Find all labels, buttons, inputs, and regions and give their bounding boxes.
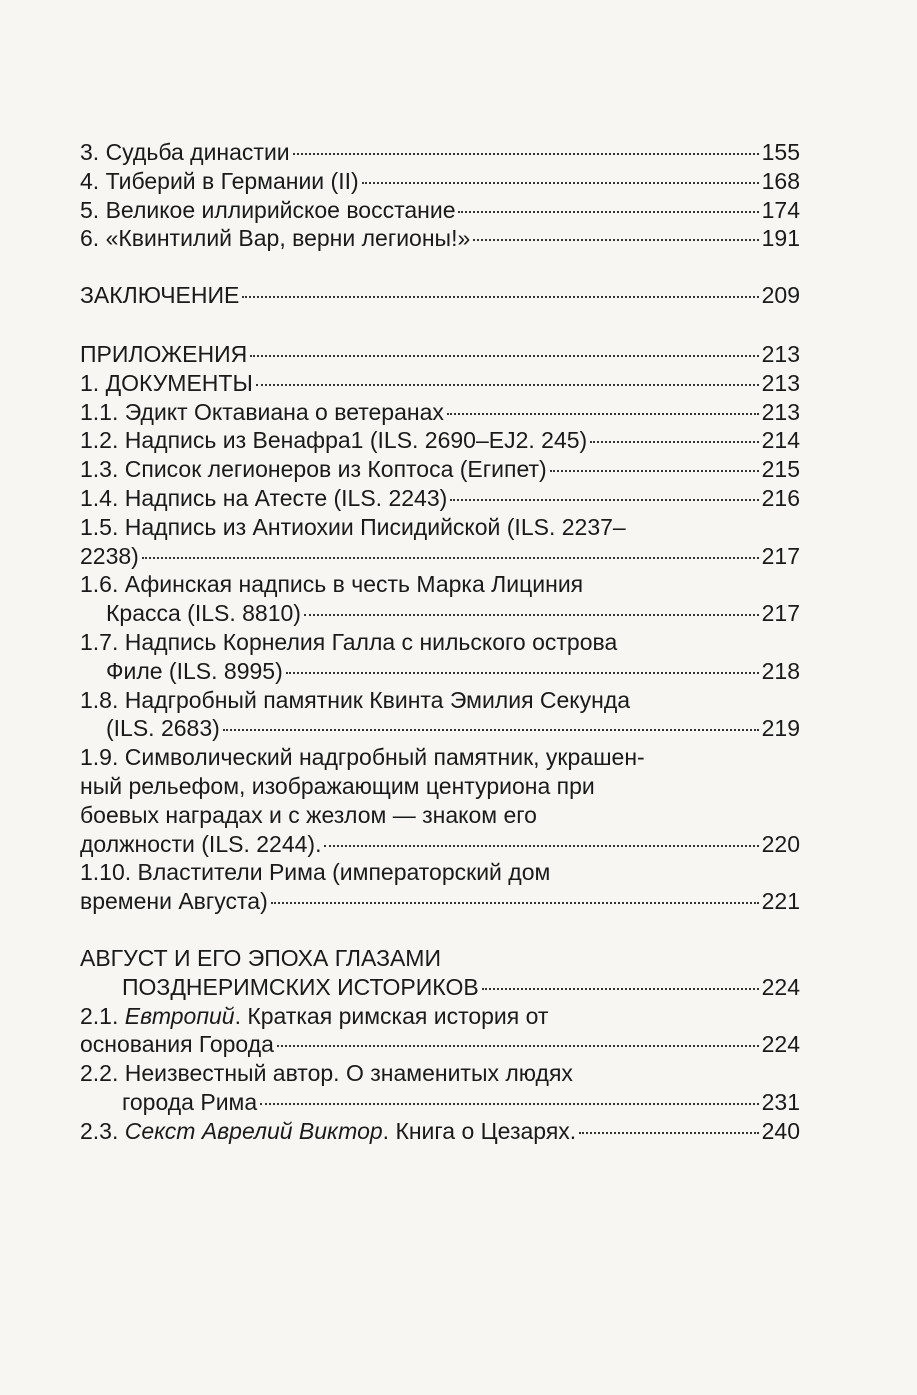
page-number: 155 [761, 139, 800, 165]
entry-title-line [80, 1117, 576, 1146]
leader-dots [250, 355, 758, 357]
page-number: 224 [761, 1031, 800, 1058]
entry-title: 3. Судьба династии [80, 139, 290, 165]
toc-entry-1-6[interactable] [80, 570, 800, 628]
table-of-contents [80, 138, 800, 1146]
leader-dots [242, 296, 758, 298]
entry-title: ПРИЛОЖЕНИЯ [80, 340, 248, 367]
toc-entry-1-7[interactable] [80, 628, 800, 686]
leader-dots [293, 153, 759, 155]
page-number: 217 [761, 600, 800, 627]
entry-title-line: основания Города [80, 1031, 274, 1058]
entry-title-line: 1.5. Надпись из Антиохии Писидийской (ILS. 2237– [80, 513, 626, 540]
entry-title-line: ПОЗДНЕРИМСКИХ ИСТОРИКОВ [122, 973, 479, 1000]
entry-title-line: должности (ILS. 2244). [80, 830, 322, 857]
page-number: 213 [761, 340, 800, 367]
leader-dots [260, 1103, 758, 1105]
page-number: 191 [761, 225, 800, 252]
leader-dots [450, 499, 758, 501]
entry-title-line: (ILS. 2683) [106, 715, 220, 742]
page-number: 220 [761, 830, 800, 857]
entry-title-line: 1.9. Символический надгробный памятник, украшен- [80, 744, 645, 771]
toc-entry-1-1[interactable] [80, 398, 800, 427]
leader-dots [458, 211, 758, 213]
entry-number: 2.3. [80, 1117, 119, 1144]
leader-dots [223, 729, 759, 731]
entry-title-line: 1.8. Надгробный памятник Квинта Эмилия Секунда [80, 686, 631, 713]
leader-dots [142, 557, 759, 559]
entry-title: 6. «Квинтилий Вар, верни легионы!» [80, 225, 471, 252]
toc-entry-1-8[interactable] [80, 686, 800, 744]
entry-title: 1.3. Список легионеров из Коптоса (Египет) [80, 456, 547, 483]
entry-title-line: 2.2. Неизвестный автор. О знаменитых людях [80, 1060, 573, 1087]
entry-title: 4. Тиберий в Германии (II) [80, 167, 359, 194]
leader-dots [447, 413, 759, 415]
page-number: 217 [761, 542, 800, 569]
leader-dots [362, 182, 759, 184]
toc-entry-ch5[interactable] [80, 196, 800, 225]
entry-title-line: 1.6. Афинская надпись в честь Марка Лициния [80, 571, 584, 598]
toc-entry-documents[interactable] [80, 369, 800, 398]
entry-title: 1.1. Эдикт Октавиана о ветеранах [80, 398, 444, 425]
toc-entry-2-2[interactable] [80, 1059, 800, 1117]
entry-title-line: АВГУСТ И ЕГО ЭПОХА ГЛАЗАМИ [80, 944, 441, 971]
entry-title-line: 1.10. Властители Рима (императорский дом [80, 859, 551, 886]
page-number: 209 [761, 282, 800, 309]
entry-title: 1.2. Надпись из Венафра1 (ILS. 2690–EJ2. 245) [80, 427, 588, 454]
leader-dots [256, 384, 759, 386]
page-number: 240 [761, 1117, 800, 1144]
spacer [80, 916, 800, 944]
page-number: 214 [761, 427, 800, 454]
entry-title-rest: . Книга о Цезарях. [382, 1117, 577, 1144]
toc-entry-1-9[interactable] [80, 743, 800, 858]
leader-dots [473, 239, 758, 241]
page-number: 213 [761, 369, 800, 396]
toc-entry-augustus-section[interactable] [80, 944, 800, 1002]
entry-title-line: боевых наградах и с жезлом — знаком его [80, 801, 537, 828]
entry-title-line: ный рельефом, изображающим центуриона при [80, 772, 595, 799]
toc-entry-1-4[interactable] [80, 484, 800, 513]
author-name: Секст Аврелий Виктор [124, 1117, 383, 1144]
page-number: 231 [761, 1088, 800, 1115]
author-name: Евтропий [124, 1002, 235, 1029]
spacer [80, 310, 800, 340]
entry-title: ЗАКЛЮЧЕНИЕ [80, 282, 240, 309]
leader-dots [271, 902, 759, 904]
page-number: 216 [761, 484, 800, 511]
leader-dots [324, 845, 758, 847]
entry-title-line: времени Августа) [80, 888, 268, 915]
toc-entry-2-1[interactable] [80, 1002, 800, 1060]
toc-entry-appendix[interactable] [80, 340, 800, 369]
leader-dots [482, 988, 759, 990]
page-number: 221 [761, 888, 800, 915]
page-number: 224 [761, 973, 800, 1000]
page-number: 219 [761, 715, 800, 742]
page-number: 168 [761, 167, 800, 194]
toc-entry-1-3[interactable] [80, 455, 800, 484]
entry-title-line: Филе (ILS. 8995) [106, 657, 283, 684]
entry-title-line: города Рима [122, 1088, 258, 1115]
leader-dots [590, 441, 758, 443]
page-number: 213 [761, 398, 800, 425]
page-number: 174 [761, 196, 800, 223]
entry-title: 5. Великое иллирийское восстание [80, 196, 456, 223]
leader-dots [550, 470, 759, 472]
toc-entry-conclusion[interactable] [80, 281, 800, 310]
entry-title: 1. ДОКУМЕНТЫ [80, 369, 253, 396]
entry-title-line: 2238) [80, 542, 139, 569]
toc-entry-ch6[interactable] [80, 224, 800, 253]
toc-entry-1-10[interactable] [80, 858, 800, 916]
leader-dots [304, 614, 759, 616]
page-number: 218 [761, 657, 800, 684]
entry-title-line [80, 1002, 548, 1031]
page-number: 215 [761, 456, 800, 483]
leader-dots [277, 1045, 759, 1047]
toc-entry-2-3[interactable] [80, 1117, 800, 1146]
entry-title-line: Красса (ILS. 8810) [106, 600, 301, 627]
entry-title-rest: . Краткая римская история от [234, 1002, 549, 1029]
entry-number: 2.1. [80, 1002, 119, 1029]
entry-title: 1.4. Надпись на Атесте (ILS. 2243) [80, 484, 448, 511]
toc-entry-1-2[interactable] [80, 426, 800, 455]
leader-dots [286, 672, 759, 674]
toc-entry-ch3[interactable] [80, 138, 800, 167]
spacer [80, 253, 800, 281]
leader-dots [579, 1132, 758, 1134]
toc-entry-1-5[interactable] [80, 513, 800, 571]
toc-entry-ch4[interactable] [80, 167, 800, 196]
entry-title-line: 1.7. Надпись Корнелия Галла с нильского острова [80, 628, 618, 655]
